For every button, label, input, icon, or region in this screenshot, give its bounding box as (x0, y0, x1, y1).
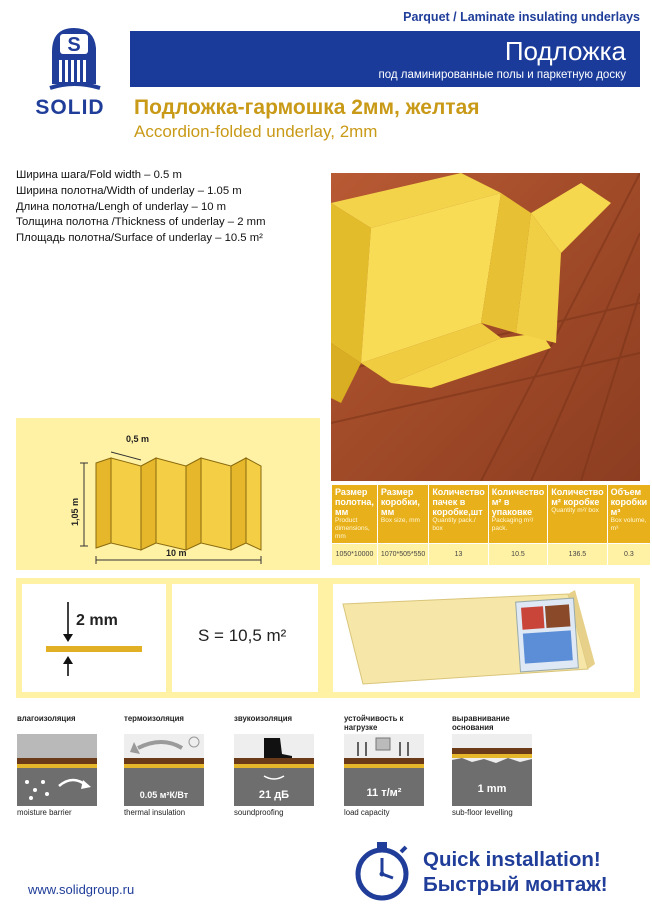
spec-item: Толщина полотна /Thickness of underlay – 2 mm (16, 216, 266, 229)
table-header-cell: Количество м² коробке Quantity m²/ box (548, 485, 607, 544)
table-header-cell: Количество пачек в коробке,шт Quantity pack./ box (429, 485, 488, 544)
package-card (333, 584, 634, 692)
header-bar (130, 31, 640, 87)
feature-caption: load capacity (344, 808, 390, 817)
fold-diagram-panel (16, 418, 320, 570)
page-title: Подложка (504, 36, 626, 66)
feature-label: устойчивость к нагрузке (344, 714, 404, 732)
table-header-cell: Объем коробки м³ Box volume, m³ (607, 485, 650, 544)
category-caption: Parquet / Laminate insulating underlays (403, 10, 640, 24)
load-capacity-icon (344, 734, 424, 806)
quick-installation-en: Quick installation! (423, 848, 601, 871)
spec-item: Площадь полотна/Surface of underlay – 10.5 m² (16, 232, 263, 245)
table-row (332, 544, 651, 566)
sound-value: 21 дБ (258, 789, 290, 801)
soundproofing-icon (234, 734, 314, 806)
feature-label: звукоизоляция (234, 714, 293, 723)
area-card (172, 584, 318, 692)
thermal-value: 0.05 м²К/Вт (139, 790, 189, 800)
feature-label: термоизоляция (124, 714, 184, 723)
quick-installation-ru: Быстрый монтаж! (423, 873, 608, 896)
table-header-cell: Размер полотна, мм Product dimensions, mm (332, 485, 378, 544)
load-value: 11 т/м² (366, 787, 402, 799)
product-title-ru: Подложка-гармошка 2мм, желтая (134, 96, 480, 119)
spec-item: Ширина полотна/Width of underlay – 1.05 m (16, 184, 242, 197)
levelling-value: 1 mm (477, 783, 507, 795)
area-label: S = 10,5 m² (198, 626, 287, 645)
website-link[interactable]: www.solidgroup.ru (28, 882, 135, 897)
table-cell: 1050*10000 (332, 544, 378, 566)
product-title-en: Accordion-folded underlay, 2mm (134, 122, 378, 141)
feature-caption: soundproofing (234, 808, 284, 817)
thermal-insulation-icon (124, 734, 204, 806)
logo-letter: S (67, 34, 81, 56)
fold-diagram (16, 418, 320, 570)
feature-caption: thermal insulation (124, 808, 186, 817)
package-image (333, 584, 634, 692)
table-cell: 0.3 (607, 544, 650, 566)
spec-item: Длина полотна/Lengh of underlay – 10 m (16, 200, 227, 213)
table-cell: 1070*505*550 (377, 544, 428, 566)
table-cell: 13 (429, 544, 488, 566)
fold-width-label: 0,5 m (126, 434, 150, 444)
packaging-table (331, 484, 651, 566)
table-header-cell: Размер коробки, мм Box size, mm (377, 485, 428, 544)
feature-caption: moisture barrier (17, 808, 72, 817)
feature-label: влагоизоляция (17, 714, 76, 723)
page-subtitle: под ламинированные полы и паркетную доску (378, 69, 626, 81)
moisture-barrier-icon (17, 734, 97, 806)
levelling-icon (452, 734, 532, 806)
table-cell: 136.5 (548, 544, 607, 566)
spec-item: Ширина шага/Fold width – 0.5 m (16, 169, 182, 181)
feature-caption: sub-floor levelling (452, 808, 513, 817)
product-photo (331, 173, 640, 481)
table-cell: 10.5 (488, 544, 547, 566)
table-header-cell: Количество м² в упаковке Packaging m²/ pack. (488, 485, 547, 544)
spec-list (16, 168, 265, 247)
stopwatch-icon (349, 840, 415, 902)
feature-label: выравнивание основания (452, 714, 510, 732)
brand-name: SOLID (35, 96, 105, 119)
length-label: 10 m (166, 548, 187, 558)
thickness-card (22, 584, 166, 692)
thickness-label: 2 mm (76, 612, 118, 629)
height-label: 1,05 m (70, 497, 80, 526)
